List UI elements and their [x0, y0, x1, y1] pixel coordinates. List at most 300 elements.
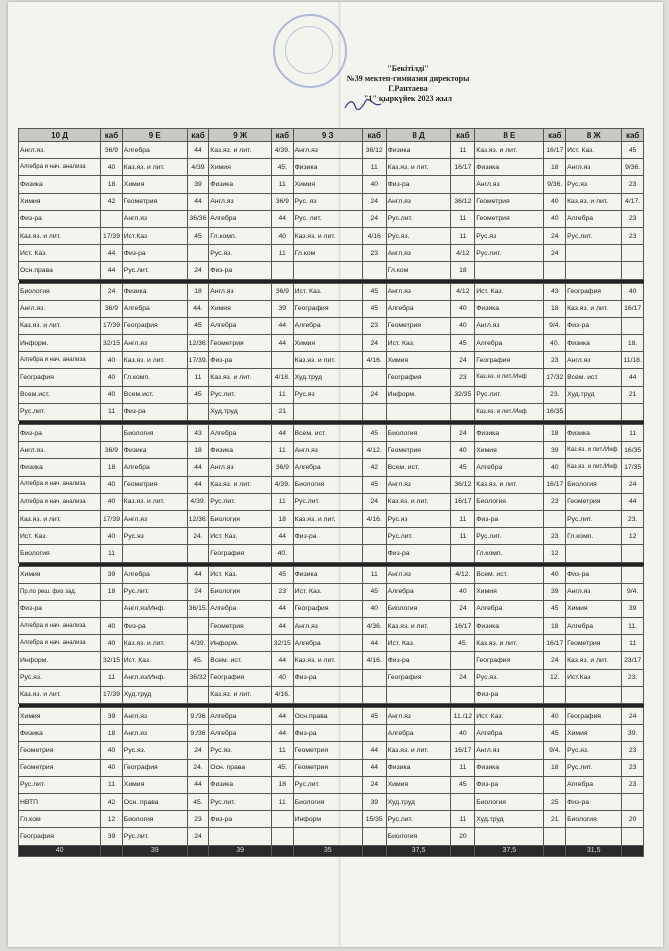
subject-cell: Информ — [293, 811, 362, 828]
cabinet-cell: 40 — [544, 708, 566, 725]
cabinet-cell: 4/39. — [272, 476, 294, 493]
cabinet-cell: 4/39. — [272, 142, 294, 159]
cabinet-cell: 11 — [101, 776, 123, 793]
subject-cell: Каз.яз. и лит. — [19, 510, 101, 527]
subject-cell: Химия — [209, 300, 272, 317]
cabinet-cell: 21 — [544, 811, 566, 828]
cabinet-cell — [622, 403, 644, 420]
subject-cell: Биология — [566, 811, 622, 828]
subject-cell: Англ.яз — [122, 708, 187, 725]
cabinet-cell: 4/16. — [362, 352, 386, 369]
subject-cell: Геометрия — [19, 742, 101, 759]
cabinet-cell: 24 — [451, 352, 475, 369]
subject-cell: Физ-ра — [475, 510, 544, 527]
subject-cell: Физ-ра — [566, 793, 622, 810]
subject-cell: Информ. — [209, 635, 272, 652]
lesson-row — [19, 317, 644, 334]
subject-cell: Каз.яз. и лит./Инф — [475, 403, 544, 420]
cabinet-cell: 18 — [272, 510, 294, 527]
subject-cell: Алгебра — [566, 618, 622, 635]
total-cell: 35 — [293, 845, 362, 856]
cabinet-cell: 18 — [272, 776, 294, 793]
subject-cell: Физ-ра — [386, 545, 451, 562]
cabinet-cell: 17/39. — [187, 352, 209, 369]
cabinet-cell: 45 — [362, 283, 386, 300]
lesson-row — [19, 635, 644, 652]
cabinet-cell: 9/4. — [544, 317, 566, 334]
cabinet-cell: 40 — [451, 725, 475, 742]
subject-cell — [293, 686, 362, 703]
lesson-row — [19, 828, 644, 845]
subject-cell: Худ.труд — [566, 386, 622, 403]
cabinet-cell: 40 — [622, 283, 644, 300]
subject-cell: Алгебра — [122, 142, 187, 159]
cabinet-cell: 4/12. — [451, 566, 475, 583]
subject-cell: Геометрия — [386, 442, 451, 459]
cabinet-cell — [622, 317, 644, 334]
cabinet-cell: 40 — [544, 459, 566, 476]
cabinet-cell: 18 — [101, 176, 123, 193]
subject-cell: Алгебра — [122, 566, 187, 583]
subject-cell: География — [122, 317, 187, 334]
subject-cell: Каз.яз. и лит. — [293, 510, 362, 527]
subject-cell: Осн. права — [209, 759, 272, 776]
subject-cell: Англ.яз — [386, 193, 451, 210]
cabinet-cell: 40 — [451, 583, 475, 600]
cabinet-cell: 36/9 — [272, 283, 294, 300]
cabinet-cell: 44 — [362, 635, 386, 652]
subject-cell: Алгебра — [386, 300, 451, 317]
cabinet-cell: 40 — [544, 210, 566, 227]
subject-cell: Каз.яз. и лит. — [386, 618, 451, 635]
cabinet-cell: 11 — [362, 159, 386, 176]
cabinet-cell: 40 — [451, 300, 475, 317]
cabinet-cell: 9./36 — [187, 708, 209, 725]
approval-block — [308, 64, 508, 104]
cabinet-cell: 44 — [272, 425, 294, 442]
cabinet-cell: 44 — [272, 317, 294, 334]
lesson-row — [19, 227, 644, 244]
subject-cell: Алгебра — [122, 300, 187, 317]
cabinet-cell — [362, 669, 386, 686]
subject-cell: Химия — [293, 176, 362, 193]
cabinet-cell: 40 — [544, 566, 566, 583]
cabinet-cell: 4/39. — [187, 493, 209, 510]
subject-cell: Физика — [19, 176, 101, 193]
cabinet-cell: 36/12 — [451, 193, 475, 210]
cabinet-cell: 24. — [187, 759, 209, 776]
cabinet-cell — [101, 425, 123, 442]
subject-cell: Биология — [566, 476, 622, 493]
subject-cell: Физика — [122, 283, 187, 300]
subject-cell: Физ-ра — [386, 176, 451, 193]
subject-cell: Алгебра и нач. анализа — [19, 352, 101, 369]
subject-cell: Англ.яз — [475, 176, 544, 193]
cabinet-cell: 18 — [451, 262, 475, 279]
cabinet-cell: 18 — [544, 618, 566, 635]
subject-cell: Ист. Каз. — [122, 652, 187, 669]
subject-cell: Англ.яз — [122, 335, 187, 352]
cabinet-cell: 11/18. — [622, 352, 644, 369]
cabinet-cell: 4/12 — [451, 283, 475, 300]
subject-cell: Физ-ра — [122, 618, 187, 635]
subject-cell: Физика — [566, 335, 622, 352]
subject-cell: Гл.ком — [293, 245, 362, 262]
cabinet-cell — [187, 686, 209, 703]
cabinet-cell: 45 — [362, 425, 386, 442]
subject-cell: Физика — [386, 142, 451, 159]
subject-cell: Каз.яз. и лит./Инф — [566, 442, 622, 459]
cabinet-cell: 39. — [622, 725, 644, 742]
lesson-row — [19, 425, 644, 442]
subject-cell: Гл.комп. — [566, 528, 622, 545]
subject-cell: Геометрия — [293, 759, 362, 776]
cabinet-cell: 16/35 — [622, 442, 644, 459]
cabinet-cell — [451, 652, 475, 669]
cabinet-cell: 17/39 — [101, 227, 123, 244]
subject-cell — [293, 545, 362, 562]
lesson-row — [19, 352, 644, 369]
cabinet-cell: 24 — [451, 425, 475, 442]
class-header: 9 З — [293, 129, 362, 142]
subject-cell: Рус.лит. — [566, 510, 622, 527]
cabinet-cell: 18 — [544, 159, 566, 176]
cabinet-cell: 39 — [544, 583, 566, 600]
cabinet-cell: 9/4. — [622, 583, 644, 600]
subject-cell: Англ.яз — [122, 725, 187, 742]
cabinet-cell: 17/39 — [101, 510, 123, 527]
cabinet-cell: 42 — [101, 193, 123, 210]
cabinet-cell: 36/12 — [362, 142, 386, 159]
cabinet-cell: 36/9 — [101, 300, 123, 317]
subject-cell: Ист. Каз. — [19, 245, 101, 262]
cabinet-cell: 40 — [101, 352, 123, 369]
cabinet-cell: 23. — [622, 669, 644, 686]
cabinet-cell: 45. — [187, 652, 209, 669]
subject-cell: Ист. Каз. — [209, 566, 272, 583]
cabinet-cell — [272, 262, 294, 279]
subject-cell: Химия — [475, 583, 544, 600]
cabinet-cell: 24 — [362, 335, 386, 352]
subject-cell: Химия — [122, 776, 187, 793]
subject-cell: Алгебра — [209, 210, 272, 227]
subject-cell: Химия — [475, 442, 544, 459]
cabinet-cell: 12 — [622, 528, 644, 545]
lesson-row — [19, 776, 644, 793]
cabinet-cell: 18 — [187, 442, 209, 459]
cabinet-cell — [622, 245, 644, 262]
subject-cell: Всем. ист. — [209, 652, 272, 669]
cabinet-cell: 11 — [272, 742, 294, 759]
subject-cell: Рус.лит. — [566, 759, 622, 776]
cabinet-cell: 9/36. — [544, 176, 566, 193]
class-header: 8 Ж — [566, 129, 622, 142]
subject-cell: Информ. — [19, 335, 101, 352]
subject-cell: Каз.яз. и лит. — [566, 193, 622, 210]
cabinet-cell: 20 — [451, 828, 475, 845]
cabinet-cell: 11 — [272, 176, 294, 193]
subject-cell: Каз.яз. и лит. — [386, 493, 451, 510]
subject-cell: Физика — [386, 759, 451, 776]
cabinet-cell — [362, 545, 386, 562]
lesson-row — [19, 583, 644, 600]
cabinet-cell: 11./12 — [451, 708, 475, 725]
cabinet-header: каб — [272, 129, 294, 142]
subject-cell — [475, 828, 544, 845]
subject-cell: Физ-ра — [209, 262, 272, 279]
cabinet-cell: 23 — [622, 776, 644, 793]
cabinet-cell — [272, 811, 294, 828]
subject-cell: Алгебра — [293, 635, 362, 652]
lesson-row — [19, 566, 644, 583]
cabinet-cell: 11 — [451, 528, 475, 545]
lesson-row — [19, 335, 644, 352]
subject-cell: География — [386, 369, 451, 386]
subject-cell: Англ.яз — [293, 142, 362, 159]
subject-cell: Алгебра и нач. анализа — [19, 493, 101, 510]
subject-cell: Рус.лит. — [566, 227, 622, 244]
subject-cell: Каз.яз. и лит. — [293, 227, 362, 244]
total-cell: 31,5 — [566, 845, 622, 856]
subject-cell: Рус. яз — [293, 193, 362, 210]
cabinet-cell — [544, 776, 566, 793]
cabinet-cell: 45 — [187, 386, 209, 403]
subject-cell: Каз.яз. и лит. — [386, 159, 451, 176]
cabinet-cell: 18 — [101, 459, 123, 476]
cabinet-cell: 23 — [544, 493, 566, 510]
cabinet-cell: 40 — [101, 159, 123, 176]
cabinet-cell: 4/16 — [362, 227, 386, 244]
subject-cell: Ист. Каз. — [475, 708, 544, 725]
subject-cell: Каз.яз. и лит. — [475, 635, 544, 652]
cabinet-cell: 40 — [101, 369, 123, 386]
subject-cell: Рус.лит. — [293, 493, 362, 510]
subject-cell: Англ.яз — [209, 283, 272, 300]
lesson-row — [19, 476, 644, 493]
subject-cell: Алгебра — [566, 210, 622, 227]
cabinet-cell: 16/17 — [451, 618, 475, 635]
subject-cell: Физ-ра — [386, 652, 451, 669]
subject-cell: Рус.лит. — [293, 776, 362, 793]
subject-cell: Англ.яз — [386, 708, 451, 725]
subject-cell: Каз.яз. и лит./Инф — [566, 459, 622, 476]
cabinet-cell: 44. — [187, 300, 209, 317]
class-header: 10 Д — [19, 129, 101, 142]
subject-cell — [566, 686, 622, 703]
subject-cell: Биология — [386, 600, 451, 617]
cabinet-cell: 44 — [272, 618, 294, 635]
cabinet-cell — [451, 793, 475, 810]
subject-cell: Ист. Каз. — [386, 335, 451, 352]
cabinet-cell: 44 — [622, 369, 644, 386]
subject-cell: Физ-ра — [209, 352, 272, 369]
subject-cell: Всем.ист. — [122, 386, 187, 403]
subject-cell: Физ-ра — [475, 686, 544, 703]
cabinet-cell: 44 — [187, 459, 209, 476]
cabinet-cell: 40 — [101, 742, 123, 759]
subject-cell: Ист. Каз. — [475, 283, 544, 300]
subject-cell: Англ.яз — [209, 459, 272, 476]
cabinet-cell: 42 — [101, 793, 123, 810]
cabinet-cell: 23 — [622, 227, 644, 244]
cabinet-cell: 17/39 — [101, 686, 123, 703]
cabinet-cell: 12/36. — [187, 510, 209, 527]
subject-cell: Биология — [293, 476, 362, 493]
cabinet-cell: 44 — [622, 493, 644, 510]
lesson-row — [19, 459, 644, 476]
lesson-row — [19, 493, 644, 510]
subject-cell: Худ.труд — [293, 369, 362, 386]
subject-cell: Англ.яз — [386, 245, 451, 262]
subject-cell: Всем. ист. — [293, 425, 362, 442]
cabinet-cell: 24 — [544, 245, 566, 262]
subject-cell: Геометрия — [122, 476, 187, 493]
subject-cell: Биология — [122, 425, 187, 442]
subject-cell: Англ.яз — [386, 566, 451, 583]
cabinet-cell: 17/39 — [101, 317, 123, 334]
subject-cell — [475, 262, 544, 279]
cabinet-cell: 16/17 — [451, 493, 475, 510]
cabinet-cell — [451, 176, 475, 193]
cabinet-header: каб — [187, 129, 209, 142]
subject-cell: Химия — [293, 335, 362, 352]
cabinet-cell — [362, 725, 386, 742]
subject-cell: Всем.ист. — [19, 386, 101, 403]
subject-cell: Биология — [19, 283, 101, 300]
subject-cell: Рус.лит. — [386, 210, 451, 227]
cabinet-cell: 45 — [362, 583, 386, 600]
total-cell — [362, 845, 386, 856]
cabinet-cell: 45 — [544, 600, 566, 617]
total-cell — [101, 845, 123, 856]
subject-cell: Ист. Каз. — [293, 583, 362, 600]
subject-cell: Физика — [209, 442, 272, 459]
cabinet-cell — [622, 793, 644, 810]
subject-cell: Физ-ра — [293, 528, 362, 545]
cabinet-header: каб — [451, 129, 475, 142]
cabinet-cell — [187, 618, 209, 635]
subject-cell: География — [19, 828, 101, 845]
cabinet-cell: 44 — [272, 652, 294, 669]
cabinet-cell — [451, 686, 475, 703]
cabinet-cell — [622, 545, 644, 562]
cabinet-cell — [187, 245, 209, 262]
subject-cell: Осн. права — [122, 793, 187, 810]
cabinet-header: каб — [622, 129, 644, 142]
cabinet-cell: 4/16. — [362, 652, 386, 669]
subject-cell: География — [209, 545, 272, 562]
subject-cell: Всем. ист. — [566, 369, 622, 386]
subject-cell: Гл.ком — [19, 811, 101, 828]
subject-cell: Геометрия — [386, 317, 451, 334]
cabinet-cell: 11 — [451, 759, 475, 776]
cabinet-cell — [187, 545, 209, 562]
subject-cell: Рус.лит. — [122, 828, 187, 845]
cabinet-cell: 44 — [362, 759, 386, 776]
cabinet-cell: 11 — [272, 386, 294, 403]
subject-cell: Каз.яз. и лит. — [209, 142, 272, 159]
subject-cell: Рус.лит. — [386, 528, 451, 545]
subject-cell: Рус.лит. — [19, 776, 101, 793]
subject-cell: Худ.труд — [386, 793, 451, 810]
subject-cell: География — [209, 669, 272, 686]
subject-cell — [566, 545, 622, 562]
cabinet-cell: 32/15 — [272, 635, 294, 652]
cabinet-cell — [622, 686, 644, 703]
total-cell — [187, 845, 209, 856]
subject-cell: Геометрия — [566, 493, 622, 510]
cabinet-cell — [622, 566, 644, 583]
cabinet-header: каб — [101, 129, 123, 142]
cabinet-cell: 11 — [451, 142, 475, 159]
subject-cell: Физ-ра — [122, 403, 187, 420]
cabinet-cell: 36/12 — [451, 476, 475, 493]
subject-cell: Каз.яз. и лит. — [122, 352, 187, 369]
subject-cell: Физ-ра — [122, 245, 187, 262]
cabinet-cell: 9/36. — [622, 159, 644, 176]
cabinet-cell: 36/9 — [272, 459, 294, 476]
subject-cell: Рус. лит. — [293, 210, 362, 227]
cabinet-cell: 40. — [544, 335, 566, 352]
lesson-row — [19, 759, 644, 776]
cabinet-cell: 45 — [362, 476, 386, 493]
cabinet-cell: 23 — [362, 317, 386, 334]
subject-cell: Всем. ист. — [386, 459, 451, 476]
subject-cell: Всем. ист. — [475, 566, 544, 583]
subject-cell: География — [386, 669, 451, 686]
subject-cell: Каз.яз. и лит. — [122, 159, 187, 176]
cabinet-cell: 23 — [362, 245, 386, 262]
subject-cell: Каз.яз. и лит. — [475, 142, 544, 159]
subject-cell: Физика — [475, 759, 544, 776]
subject-cell — [386, 686, 451, 703]
subject-cell: Физ-ра — [19, 425, 101, 442]
subject-cell: Каз.яз. и лит. — [19, 686, 101, 703]
cabinet-cell: 4/12. — [362, 442, 386, 459]
subject-cell: Алгебра — [209, 600, 272, 617]
class-header: 8 Е — [475, 129, 544, 142]
cabinet-cell: 24 — [362, 776, 386, 793]
subject-cell: Физика — [19, 725, 101, 742]
lesson-row — [19, 652, 644, 669]
subject-cell: Рус.яз. — [19, 669, 101, 686]
subject-cell: Биология — [209, 510, 272, 527]
subject-cell: Физ-ра — [566, 566, 622, 583]
lesson-row — [19, 600, 644, 617]
cabinet-cell: 45 — [362, 708, 386, 725]
cabinet-cell: 24 — [544, 227, 566, 244]
cabinet-cell: 44 — [187, 142, 209, 159]
subject-cell: Геометрия — [475, 210, 544, 227]
cabinet-cell: 39 — [272, 300, 294, 317]
subject-cell: Химия — [386, 776, 451, 793]
subject-cell: Каз.яз. и лит. — [209, 369, 272, 386]
cabinet-cell: 23 — [451, 369, 475, 386]
cabinet-cell: 18 — [101, 725, 123, 742]
cabinet-cell: 17/32 — [544, 369, 566, 386]
cabinet-cell: 39 — [362, 793, 386, 810]
cabinet-cell: 25 — [544, 793, 566, 810]
subject-cell: Химия — [19, 566, 101, 583]
cabinet-cell: 9./36 — [187, 725, 209, 742]
cabinet-cell: 11 — [272, 493, 294, 510]
subject-cell: Химия — [122, 176, 187, 193]
approval-school: №39 мектеп-гимназия директоры — [346, 74, 470, 83]
cabinet-cell: 24 — [362, 210, 386, 227]
subject-cell: Англ.яз/Инф. — [122, 600, 187, 617]
subject-cell: Рус.яз. — [209, 245, 272, 262]
lesson-row — [19, 300, 644, 317]
